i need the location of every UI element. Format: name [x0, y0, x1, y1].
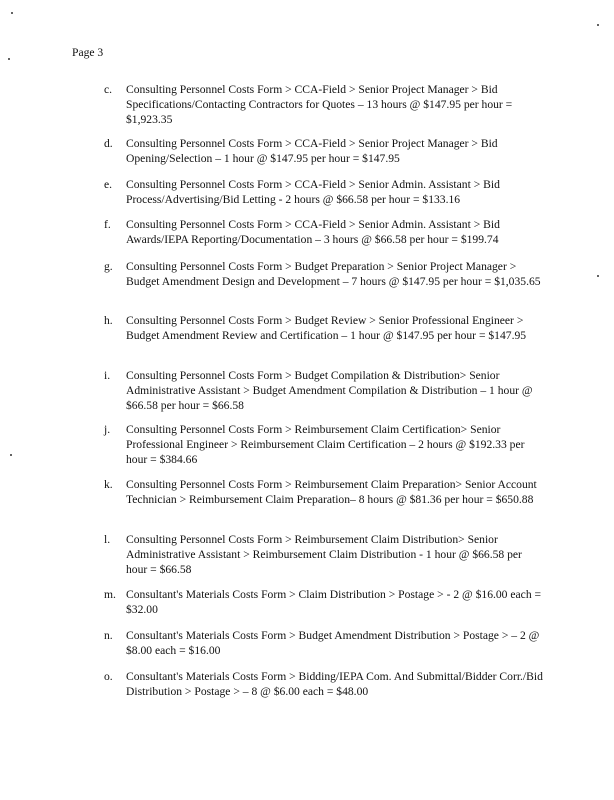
- item-marker: m.: [104, 588, 116, 601]
- item-marker: f.: [104, 218, 111, 231]
- list-item: [104, 177, 544, 207]
- item-text: Consulting Personnel Costs Form > Budget Preparation > Senior Project Manager > Budget Amendment Design and Development – 7 hours @ $147.95 per hour = $1,035.65: [126, 260, 541, 288]
- item-marker: o.: [104, 670, 113, 683]
- list-item: [104, 217, 544, 247]
- item-text: Consulting Personnel Costs Form > CCA-Field > Senior Project Manager > Bid Opening/Selection – 1 hour @ $147.95 per hour = $147.95: [126, 137, 498, 165]
- item-marker: n.: [104, 629, 113, 642]
- item-marker: j.: [104, 423, 111, 436]
- item-marker: c.: [104, 83, 113, 96]
- list-item: [104, 477, 544, 507]
- item-text: Consulting Personnel Costs Form > CCA-Field > Senior Project Manager > Bid Specifications/Contacting Contractors for Quotes – 13 hours @ $147.95 per hour = $1,923.35: [126, 83, 513, 126]
- list-item: [104, 82, 544, 127]
- list-item: [104, 532, 544, 577]
- list-item: [104, 422, 544, 467]
- item-marker: l.: [104, 533, 111, 546]
- item-text: Consulting Personnel Costs Form > Reimbursement Claim Certification> Senior Professional Engineer > Reimbursement Claim Certification – 2 hours @ $192.33 per hour = $384.66: [126, 423, 525, 466]
- item-marker: d.: [104, 137, 113, 150]
- page-number: Page 3: [72, 46, 104, 59]
- list-item: [104, 313, 544, 343]
- list-item: [104, 587, 544, 617]
- list-item: [104, 368, 544, 413]
- item-text: Consultant's Materials Costs Form > Bidding/IEPA Com. And Submittal/Bidder Corr./Bid Distribution > Postage > – 8 @ $6.00 each = $48.00: [126, 670, 543, 698]
- item-marker: e.: [104, 178, 113, 191]
- scan-speck: [8, 58, 10, 60]
- item-text: Consulting Personnel Costs Form > Budget Review > Senior Professional Engineer > Budget Amendment Review and Certification – 1 hour @ $147.95 per hour = $147.95: [126, 314, 527, 342]
- scan-speck: [597, 275, 599, 277]
- scan-speck: [11, 12, 13, 14]
- item-text: Consultant's Materials Costs Form > Budget Amendment Distribution > Postage > – 2 @ $8.00 each = $16.00: [126, 629, 540, 657]
- item-text: Consulting Personnel Costs Form > Reimbursement Claim Preparation> Senior Account Technician > Reimbursement Claim Preparation– 8 hours @ $81.36 per hour = $650.88: [126, 478, 537, 506]
- list-item: [104, 669, 544, 699]
- item-text: Consulting Personnel Costs Form > Budget Compilation & Distribution> Senior Administrative Assistant > Budget Amendment Compilation & Distribution – 1 hour @ $66.58 per hour = $66.58: [126, 369, 533, 412]
- item-marker: i.: [104, 369, 111, 382]
- list-item: [104, 259, 544, 289]
- scan-speck: [597, 24, 599, 26]
- item-text: Consultant's Materials Costs Form > Claim Distribution > Postage > - 2 @ $16.00 each = $32.00: [126, 588, 542, 616]
- list-item: [104, 628, 544, 658]
- item-text: Consulting Personnel Costs Form > CCA-Field > Senior Admin. Assistant > Bid Awards/IEPA Reporting/Documentation – 3 hours @ $66.58 per hour = $199.74: [126, 218, 500, 246]
- item-marker: g.: [104, 260, 113, 273]
- item-marker: h.: [104, 314, 113, 327]
- item-marker: k.: [104, 478, 113, 491]
- scan-speck: [10, 454, 12, 456]
- list-item: [104, 136, 544, 166]
- item-text: Consulting Personnel Costs Form > Reimbursement Claim Distribution> Senior Administrative Assistant > Reimbursement Claim Distribution - 1 hour @ $66.58 per hour = $66.58: [126, 533, 522, 576]
- item-text: Consulting Personnel Costs Form > CCA-Field > Senior Admin. Assistant > Bid Process/Advertising/Bid Letting - 2 hours @ $66.58 per hour = $133.16: [126, 178, 500, 206]
